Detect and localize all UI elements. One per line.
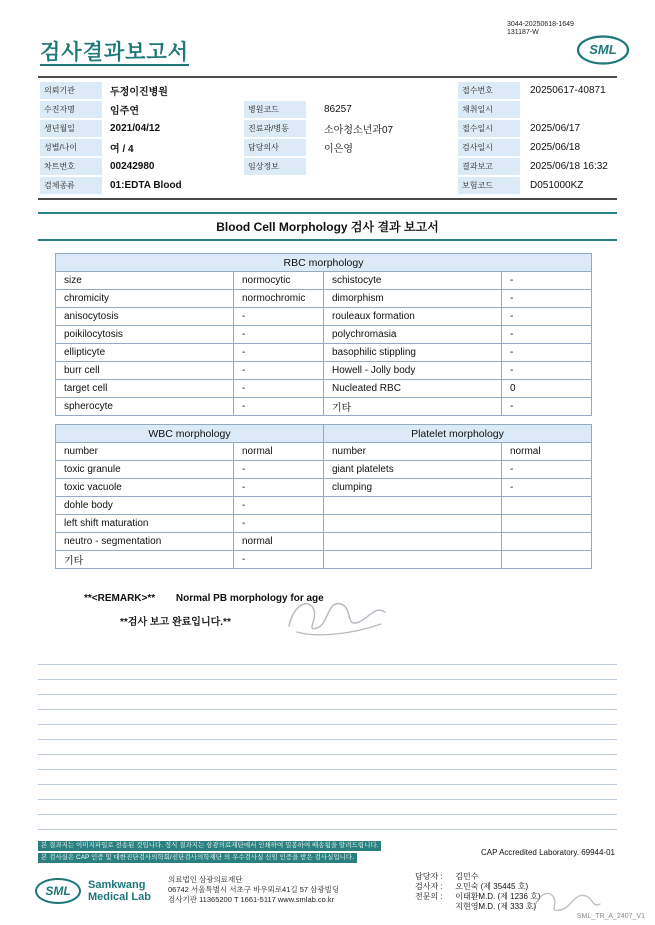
clinical-info-label: 임상정보 [244, 158, 306, 175]
platelet-param: clumping [324, 479, 502, 497]
platelet-param [324, 497, 502, 515]
rbc-param: basophilic stippling [324, 344, 502, 362]
wbc-value: normal [234, 533, 324, 551]
issuer-value: 김민수 [455, 872, 479, 881]
test-datetime-value: 2025/06/18 [530, 142, 581, 153]
wbc-value: - [234, 551, 324, 569]
document-code-line1: 3044-20250618-1649 [507, 21, 574, 28]
table-row [56, 551, 592, 569]
cap-accreditation-text: CAP Accredited Laboratory. 69944-01 [480, 848, 615, 857]
platelet-param [324, 533, 502, 551]
document-code-line2: 131187-W [507, 29, 539, 36]
table-row [56, 290, 592, 308]
birthdate-value: 2021/04/12 [110, 123, 161, 134]
insurance-code-value: D051000KZ [530, 180, 584, 191]
department-value: 소아청소년과07 [324, 125, 394, 136]
rbc-table-header: RBC morphology [56, 254, 592, 272]
collection-datetime-label: 채취일시 [458, 101, 520, 118]
table-row [56, 272, 592, 290]
platelet-value [502, 533, 592, 551]
wbc-param: 기타 [56, 551, 234, 569]
sex-age-value: 여 / 4 [110, 144, 134, 155]
chart-number-label: 차트번호 [40, 158, 102, 175]
platelet-value: normal [502, 443, 592, 461]
report-complete-text: **검사 보고 완료입니다.** [120, 617, 231, 628]
rbc-value: 0 [502, 380, 592, 398]
table-row [56, 326, 592, 344]
receipt-number-label: 접수번호 [458, 82, 520, 99]
rbc-header-row [56, 254, 592, 272]
receipt-datetime-value: 2025/06/17 [530, 123, 581, 134]
wbc-param: neutro - segmentation [56, 533, 234, 551]
rbc-param: anisocytosis [56, 308, 234, 326]
doctor-value: 이은영 [324, 144, 353, 155]
wbc-header-row [56, 425, 592, 443]
platelet-value: - [502, 461, 592, 479]
table-row [56, 344, 592, 362]
remark-text: Normal PB morphology for age [175, 593, 324, 604]
table-row [56, 515, 592, 533]
issuer-label: 담당자 : [415, 872, 443, 881]
platelet-value [502, 515, 592, 533]
rbc-value: - [502, 290, 592, 308]
rbc-morphology-table [55, 253, 592, 416]
notice-line-2: 본 검사실은 CAP 인증 및 대한진단검사의학회/진단검사의학재단 의 우수검사실 신임 인증을 받은 검사실입니다. [38, 853, 357, 863]
hospital-code-label: 병원코드 [244, 101, 306, 118]
table-row [56, 497, 592, 515]
info-row-birthdate [40, 119, 617, 138]
rbc-value: - [502, 272, 592, 290]
company-info-block [168, 875, 339, 905]
info-row-institution [40, 81, 617, 100]
rbc-param: rouleaux formation [324, 308, 502, 326]
rbc-param: chromicity [56, 290, 234, 308]
platelet-param: number [324, 443, 502, 461]
patient-name-label: 수진자명 [40, 101, 102, 118]
rbc-param: Nucleated RBC [324, 380, 502, 398]
rbc-value: - [234, 380, 324, 398]
hospital-code-value: 86257 [324, 104, 352, 115]
staff-block [415, 872, 541, 912]
company-address: 06742 서울특별시 서초구 바우뫼로41길 57 삼광빌딩 [168, 885, 340, 894]
doctor-label: 담당의사 [244, 139, 306, 156]
platelet-value [502, 497, 592, 515]
rbc-param: poikilocytosis [56, 326, 234, 344]
rbc-value: - [234, 398, 324, 416]
info-row-patient [40, 100, 617, 119]
tester-label: 검사자 : [415, 882, 443, 891]
wbc-param: toxic vacuole [56, 479, 234, 497]
sml-logo-footer-text: SML [45, 884, 71, 898]
wbc-platelet-morphology-table [55, 424, 592, 569]
result-report-value: 2025/06/18 16:32 [530, 161, 608, 172]
info-row-specimen [40, 176, 617, 195]
wbc-param: dohle body [56, 497, 234, 515]
page-title: 검사결과보고서 [40, 41, 190, 64]
company-contact: 검사기관 11365200 T 1661-5117 www.smlab.co.kr [168, 895, 335, 904]
sex-age-label: 성별/나이 [40, 139, 102, 156]
table-row [56, 308, 592, 326]
wbc-value: - [234, 515, 324, 533]
table-row [56, 479, 592, 497]
table-row [56, 380, 592, 398]
wbc-value: - [234, 479, 324, 497]
lab-name-line2: Medical Lab [88, 891, 151, 903]
tester-value: 오민숙 (제 35445 호) [455, 882, 529, 891]
result-report-label: 결과보고 [458, 158, 520, 175]
rbc-value: - [234, 362, 324, 380]
chart-number-value: 00242980 [110, 161, 155, 172]
info-row-sex-age [40, 138, 617, 157]
remark-label: **<REMARK>** [84, 593, 156, 604]
rbc-value: normocytic [234, 272, 324, 290]
platelet-table-header: Platelet morphology [324, 425, 592, 443]
patient-name-value: 임주연 [110, 106, 139, 117]
receipt-datetime-label: 접수일시 [458, 120, 520, 137]
rbc-value: - [502, 398, 592, 416]
staff-row-specialist-1 [415, 892, 541, 902]
birthdate-label: 생년월일 [40, 120, 102, 137]
rbc-param: ellipticyte [56, 344, 234, 362]
platelet-value [502, 551, 592, 569]
specialist-1-value: 이태환M.D. (제 1236 호) [455, 892, 541, 901]
test-datetime-label: 검사일시 [458, 139, 520, 156]
department-label: 진료과/병동 [244, 120, 306, 137]
stamp-signature [283, 588, 393, 640]
wbc-value: - [234, 497, 324, 515]
wbc-param: toxic granule [56, 461, 234, 479]
rbc-value: normochromic [234, 290, 324, 308]
sml-logo-text: SML [589, 42, 617, 57]
document-code [507, 21, 574, 37]
rbc-value: - [502, 326, 592, 344]
info-row-chart [40, 157, 617, 176]
staff-row-tester [415, 882, 541, 892]
specimen-type-value: 01:EDTA Blood [110, 180, 182, 191]
rbc-param: burr cell [56, 362, 234, 380]
rbc-param: Howell - Jolly body [324, 362, 502, 380]
ruled-lines [38, 650, 617, 838]
rbc-value: - [234, 308, 324, 326]
rbc-param: schistocyte [324, 272, 502, 290]
specialist-2-value: 지현영M.D. (제 333 호) [455, 902, 537, 911]
company-name: 의료법인 삼광의료재단 [168, 875, 243, 884]
specialist-label: 전문의 : [415, 892, 443, 901]
institution-label: 의뢰기관 [40, 82, 102, 99]
rbc-param: size [56, 272, 234, 290]
rbc-value: - [502, 308, 592, 326]
wbc-param: left shift maturation [56, 515, 234, 533]
wbc-table-header: WBC morphology [56, 425, 324, 443]
lab-name-line1: Samkwang [88, 879, 146, 891]
table-row [56, 533, 592, 551]
platelet-value: - [502, 479, 592, 497]
sml-logo-footer [34, 876, 82, 906]
staff-row-specialist-2 [415, 902, 541, 912]
platelet-param [324, 551, 502, 569]
footer-logo-block [34, 876, 151, 906]
patient-info-block [38, 76, 617, 200]
rbc-param: 기타 [324, 398, 502, 416]
rbc-value: - [234, 344, 324, 362]
lab-name [88, 879, 151, 903]
rbc-value: - [502, 362, 592, 380]
platelet-param [324, 515, 502, 533]
table-row [56, 461, 592, 479]
table-row [56, 362, 592, 380]
platelet-param: giant platelets [324, 461, 502, 479]
rbc-param: spherocyte [56, 398, 234, 416]
sml-logo [576, 33, 630, 67]
institution-value: 두정이진병원 [110, 87, 168, 98]
table-row [56, 398, 592, 416]
rbc-param: target cell [56, 380, 234, 398]
wbc-value: normal [234, 443, 324, 461]
notice-block [38, 841, 381, 865]
section-title: Blood Cell Morphology 검사 결과 보고서 [38, 212, 617, 241]
specimen-type-label: 검체종류 [40, 177, 102, 194]
staff-row-issuer [415, 872, 541, 882]
rbc-param: polychromasia [324, 326, 502, 344]
form-version-text: SML_TR_A_2407_V1 [576, 913, 645, 920]
table-row [56, 443, 592, 461]
receipt-number-value: 20250617-40871 [530, 85, 606, 96]
rbc-param: dimorphism [324, 290, 502, 308]
rbc-value: - [502, 344, 592, 362]
wbc-param: number [56, 443, 234, 461]
wbc-value: - [234, 461, 324, 479]
notice-line-1: 본 결과지는 이미지파일로 전송된 것입니다. 정식 결과지는 삼광의료재단에서 인쇄하여 밀봉하여 배송됨을 알려드립니다. [38, 841, 381, 851]
insurance-code-label: 보험코드 [458, 177, 520, 194]
rbc-value: - [234, 326, 324, 344]
